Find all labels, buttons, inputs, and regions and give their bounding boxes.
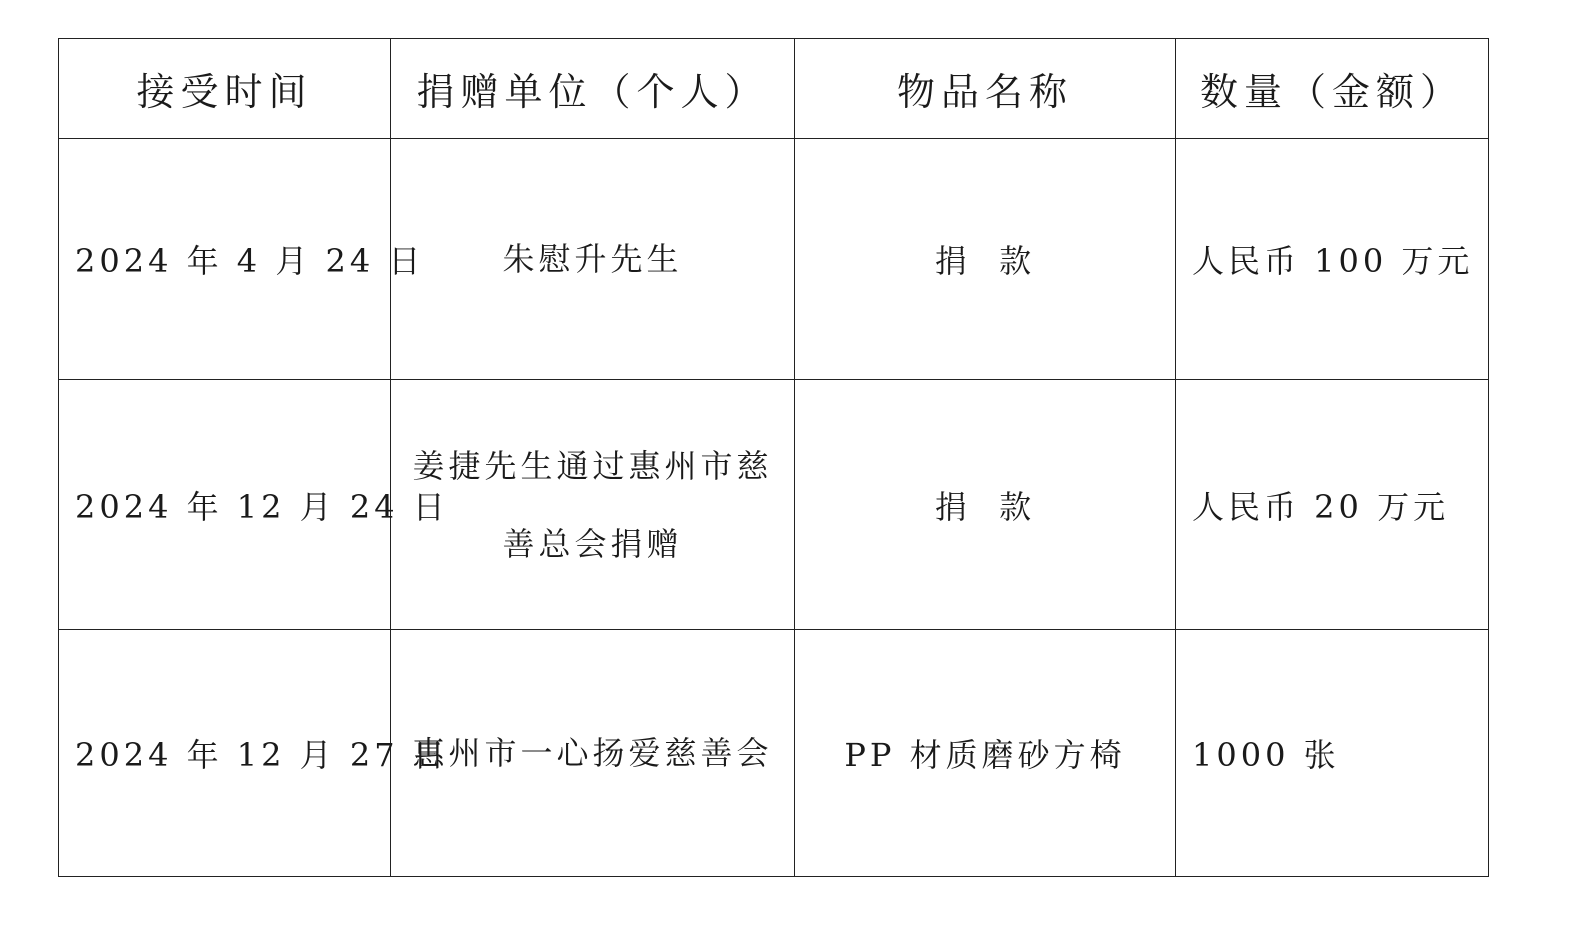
cell-quantity-amount: 人民币 100 万元 [1176,139,1489,380]
cell-donor: 朱慰升先生 [391,139,795,380]
donation-table [58,38,1489,877]
table-header-row [59,39,1489,139]
cell-item-name: PP 材质磨砂方椅 [795,630,1176,877]
cell-donor: 惠州市一心扬爱慈善会 [391,630,795,877]
header-quantity-amount: 数量（金额） [1176,39,1489,139]
table-row [59,380,1489,630]
cell-item-name: 捐 款 [795,380,1176,630]
header-receive-time: 接受时间 [59,39,391,139]
cell-donor: 姜捷先生通过惠州市慈善总会捐赠 [391,380,795,630]
cell-quantity-amount: 1000 张 [1176,630,1489,877]
header-item-name: 物品名称 [795,39,1176,139]
table-row [59,630,1489,877]
header-donor: 捐赠单位（个人） [391,39,795,139]
cell-receive-time: 2024 年 12 月 24 日 [59,380,391,630]
cell-quantity-amount: 人民币 20 万元 [1176,380,1489,630]
table-row [59,139,1489,380]
cell-receive-time: 2024 年 12 月 27 日 [59,630,391,877]
cell-receive-time: 2024 年 4 月 24 日 [59,139,391,380]
cell-item-name: 捐 款 [795,139,1176,380]
